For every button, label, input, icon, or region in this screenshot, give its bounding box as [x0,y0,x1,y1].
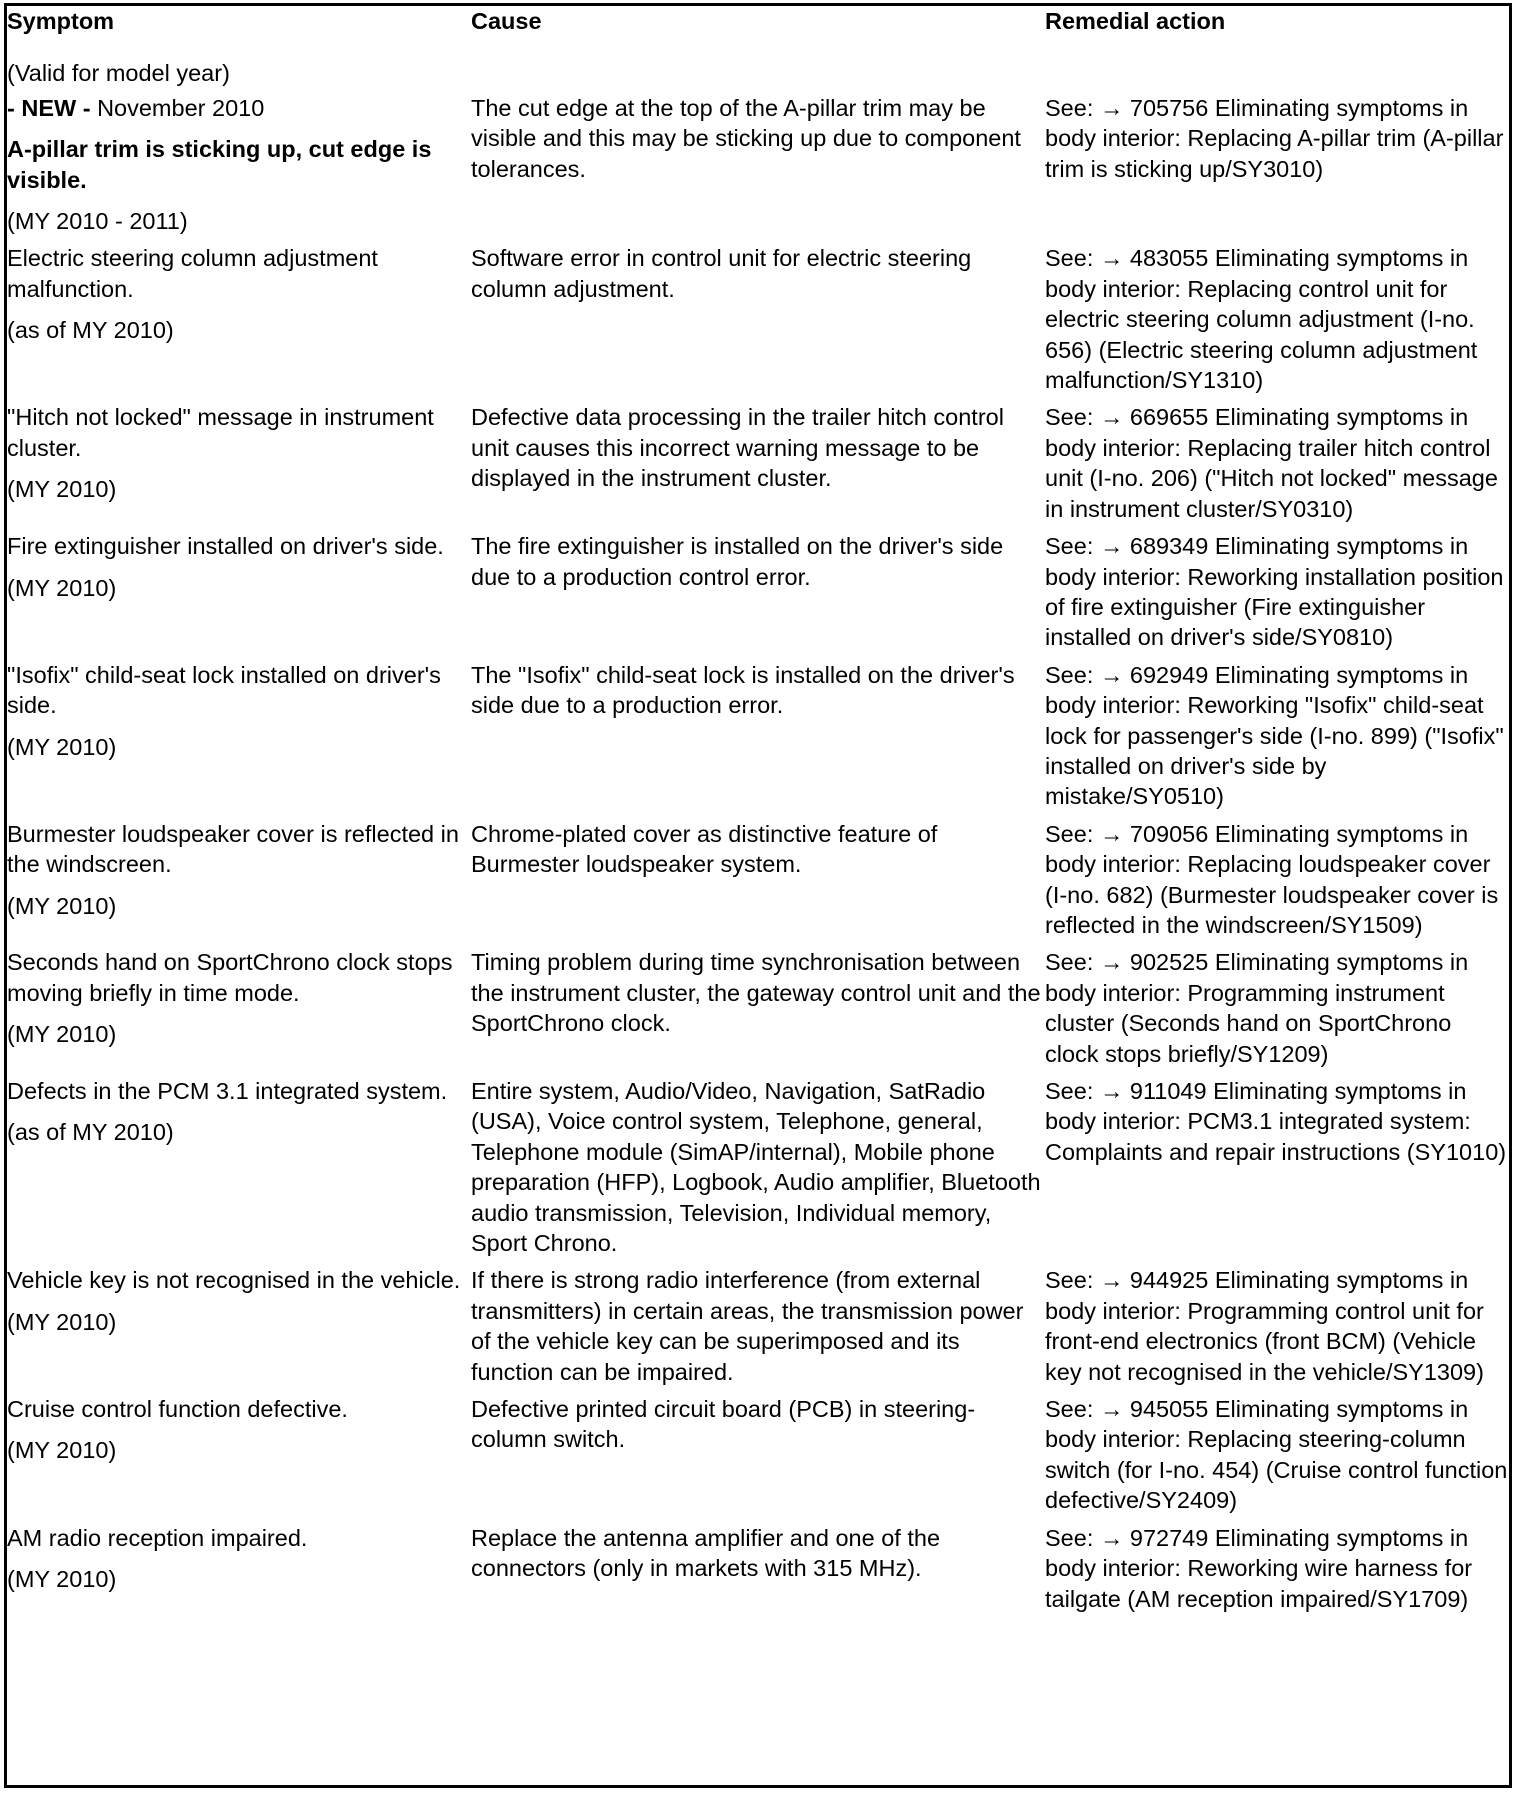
symptom-cell [7,402,471,531]
header-remedy: Remedial action [1045,8,1226,34]
symptom-cell [7,1076,471,1265]
model-year: (MY 2010 - 2011) [7,208,188,235]
model-year: (MY 2010) [7,1021,117,1048]
cause-cell: The "Isofix" child-seat lock is installed on the driver's side due to a production error. [471,661,1015,719]
table-row [7,660,1509,819]
symptom-cell [7,1265,471,1394]
header-symptom-cell [7,6,471,89]
remedy-link[interactable]: See: → 483055 Eliminating symptoms in body interior: Replacing control unit for electric steering column adjustment (I-no. 656) (Electric steering column adjustment malfunction/SY1310) [1045,245,1478,394]
table-row [7,1076,1509,1265]
table-header-row [7,6,1509,89]
remedy-link[interactable]: See: → 972749 Eliminating symptoms in body interior: Reworking wire harness for tailgate (AM reception impaired/SY1709) [1045,1524,1473,1612]
symptom-cell [7,531,471,660]
new-date: November 2010 [90,94,265,121]
model-year: (MY 2010) [7,892,117,919]
table-row [7,531,1509,660]
table-row [7,819,1509,948]
header-symptom: Symptom [7,8,115,34]
symptom-text: Seconds hand on SportChrono clock stops moving briefly in time mode. [7,949,453,1006]
table-row [7,1523,1509,1621]
symptom-text: Cruise control function defective. [7,1396,348,1423]
cause-cell: Entire system, Audio/Video, Navigation, SatRadio (USA), Voice control system, Telephone, general, Telephone module (SimAP/internal), Mobile phone preparation (HFP), Logbook, Audio amplifier, Bluetooth audio transmission, Television, Individual memory, Sport Chrono. [471,1078,1041,1257]
cause-cell: Software error in control unit for electric steering column adjustment. [471,245,972,302]
symptom-cell [7,1394,471,1523]
table-row [7,1394,1509,1523]
remedy-link[interactable]: See: → 911049 Eliminating symptoms in body interior: PCM3.1 integrated system: Complaints and repair instructions (SY1010) [1045,1078,1507,1165]
remedy-link[interactable]: See: → 709056 Eliminating symptoms in body interior: Replacing loudspeaker cover (I-no. 682) (Burmester loudspeaker cover is reflected in the windscreen/SY1509) [1045,820,1499,938]
cause-cell: The cut edge at the top of the A-pillar trim may be visible and this may be sticking up due to component tolerances. [471,94,1021,182]
symptom-cell [7,89,471,244]
cause-cell: Replace the antenna amplifier and one of the connectors (only in markets with 315 MHz). [471,1524,941,1582]
remedy-link[interactable]: See: → 705756 Eliminating symptoms in body interior: Replacing A-pillar trim (A-pillar trim is sticking up/SY3010) [1045,94,1504,182]
model-year: (MY 2010) [7,1308,117,1335]
cause-cell: Defective data processing in the trailer hitch control unit causes this incorrect warning message to be displayed in the instrument cluster. [471,404,1004,492]
table-row [7,243,1509,402]
symptom-cell [7,819,471,948]
new-marker [7,93,471,123]
symptom-text: Electric steering column adjustment malfunction. [7,245,378,302]
table-row [7,1265,1509,1394]
table-row [7,402,1509,531]
model-year: (MY 2010) [7,1566,117,1593]
symptom-cell [7,243,471,402]
table-row [7,89,1509,244]
model-year: (MY 2010) [7,574,117,601]
table-row [7,947,1509,1076]
symptom-text: AM radio reception impaired. [7,1524,308,1551]
cause-cell: Defective printed circuit board (PCB) in steering-column switch. [471,1396,976,1453]
symptom-text: "Isofix" child-seat lock installed on driver's side. [7,661,441,719]
symptom-text: Vehicle key is not recognised in the vehicle. [7,1267,461,1294]
symptom-table-frame [4,3,1512,1788]
symptom-cell [7,1523,471,1621]
remedy-link[interactable]: See: → 689349 Eliminating symptoms in body interior: Reworking installation position of fire extinguisher (Fire extinguisher installed on driver's side/SY0810) [1045,533,1504,651]
cause-cell: Chrome-plated cover as distinctive feature of Burmester loudspeaker system. [471,820,938,878]
remedy-link[interactable]: See: → 944925 Eliminating symptoms in body interior: Programming control unit for front-end electronics (front BCM) (Vehicle key not recognised in the vehicle/SY1309) [1045,1267,1484,1385]
model-year: (MY 2010) [7,476,117,503]
remedy-link[interactable]: See: → 945055 Eliminating symptoms in body interior: Replacing steering-column switch (for I-no. 454) (Cruise control function defective/SY2409) [1045,1396,1508,1514]
model-year: (as of MY 2010) [7,317,174,344]
symptom-text: Fire extinguisher installed on driver's side. [7,533,444,560]
symptom-text: "Hitch not locked" message in instrument cluster. [7,404,434,461]
symptom-text: Defects in the PCM 3.1 integrated system. [7,1078,448,1104]
symptom-text: A-pillar trim is sticking up, cut edge is visible. [7,136,432,193]
symptom-table [7,6,1509,1621]
header-symptom-subtitle: (Valid for model year) [7,60,230,87]
remedy-link[interactable]: See: → 692949 Eliminating symptoms in body interior: Reworking "Isofix" child-seat lock for passenger's side (I-no. 899) ("Isofix" installed on driver's side by mistake/SY0510) [1045,661,1504,810]
symptom-cell [7,947,471,1076]
model-year: (MY 2010) [7,733,117,760]
header-cause: Cause [471,8,542,34]
model-year: (as of MY 2010) [7,1119,174,1146]
remedy-link[interactable]: See: → 902525 Eliminating symptoms in body interior: Programming instrument cluster (Seconds hand on SportChrono clock stops briefly/SY1209) [1045,949,1469,1067]
cause-cell: Timing problem during time synchronisation between the instrument cluster, the gateway control unit and the SportChrono clock. [471,949,1041,1037]
new-label: - NEW - [7,94,91,121]
cause-cell: The fire extinguisher is installed on the driver's side due to a production control error. [471,533,1004,590]
symptom-cell [7,660,471,819]
model-year: (MY 2010) [7,1437,117,1464]
symptom-text: Burmester loudspeaker cover is reflected in the windscreen. [7,820,459,878]
remedy-link[interactable]: See: → 669655 Eliminating symptoms in body interior: Replacing trailer hitch control unit (I-no. 206) ("Hitch not locked" message in instrument cluster/SY0310) [1045,404,1498,522]
cause-cell: If there is strong radio interference (from external transmitters) in certain areas, the transmission power of the vehicle key can be superimposed and its function can be impaired. [471,1267,1024,1385]
